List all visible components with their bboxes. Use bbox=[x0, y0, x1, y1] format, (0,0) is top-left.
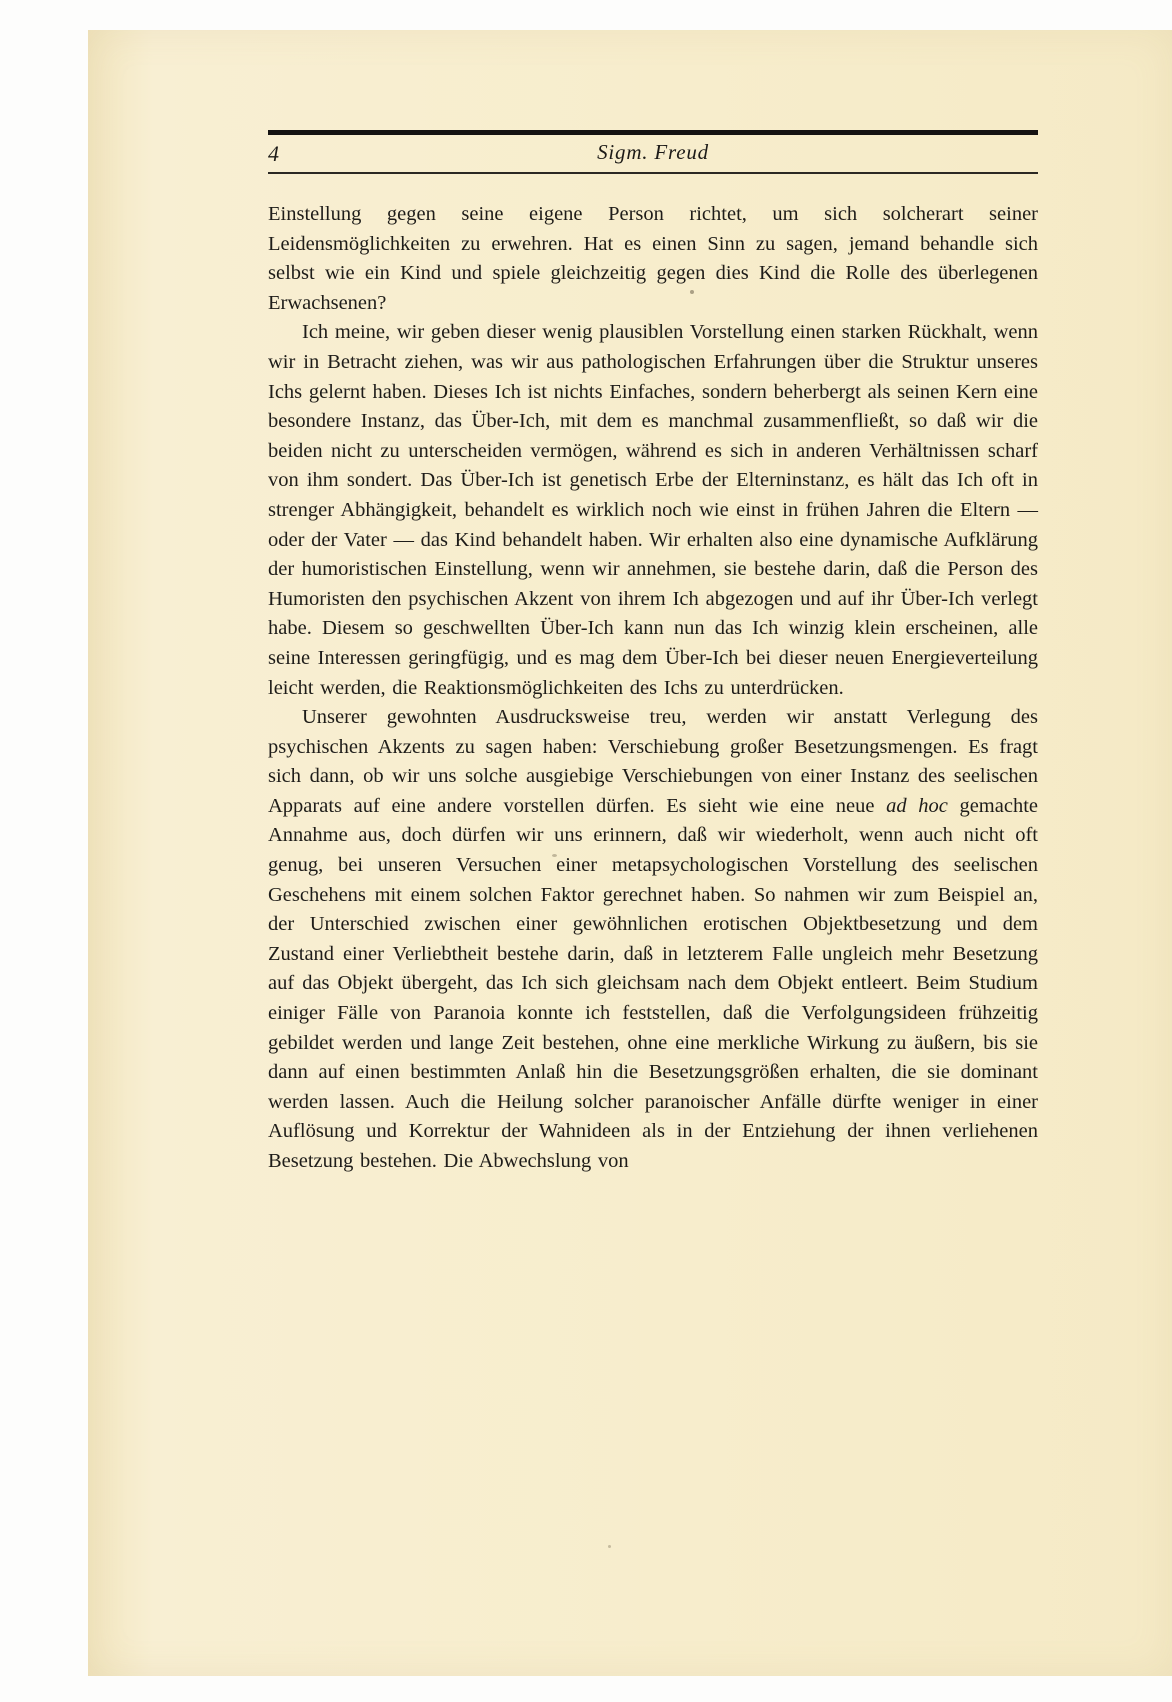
text-segment: Einstellung gegen seine eigene Person richtet, um sich solcherart seiner Leidensmöglichkeiten zu erwehren. Hat es einen Sinn zu sagen, jemand behandle sich selbst wie ein Kind und spiele gleichzeitig gegen dies Kind die Rolle des überlegenen Erwachsenen? bbox=[268, 203, 1038, 314]
header-row bbox=[268, 135, 1038, 174]
paragraph bbox=[268, 703, 1038, 1177]
scan-speck bbox=[608, 1545, 611, 1548]
paragraph bbox=[268, 200, 1038, 318]
text-block bbox=[268, 130, 1038, 1177]
text-segment: Ich meine, wir geben dieser wenig plausiblen Vorstellung einen starken Rückhalt, wenn wir in Betracht ziehen, was wir aus pathologischen Erfahrungen über die Struktur unseres Ichs gelernt haben. Dieses Ich ist nichts Einfaches, sondern beherbergt als seinen Kern eine besondere Instanz, das Über-Ich, mit dem es manchmal zusammenfließt, so daß wir die beiden nicht zu unterscheiden vermögen, während es sich in anderen Verhältnissen scharf von ihm sondert. Das Über-Ich ist genetisch Erbe der Elterninstanz, es hält das Ich oft in strenger Abhängigkeit, behandelt es wirklich noch wie einst in frühen Jahren die Eltern — oder der Vater — das Kind behandelt haben. Wir erhalten also eine dynamische Aufklärung der humoristischen Einstellung, wenn wir annehmen, sie bestehe darin, daß die Person des Humoristen den psychischen Akzent von ihrem Ich abgezogen und auf ihr Über-Ich verlegt habe. Diesem so geschwellten Über-Ich kann nun das Ich winzig klein erscheinen, alle seine Interessen geringfügig, und es mag dem Über-Ich bei dieser neuen Energieverteilung leicht werden, die Reaktionsmöglichkeiten des Ichs zu unterdrücken. bbox=[268, 321, 1038, 699]
text-segment: gemachte Annahme aus, doch dürfen wir uns erinnern, daß wir wiederholt, wenn auch nicht oft genug, bei unseren Versuchen einer metapsychologischen Vorstellung des seelischen Geschehens mit einem solchen Faktor gerechnet haben. So nahmen wir zum Beispiel an, der Unterschied zwischen einer gewöhnlichen erotischen Objektbesetzung und dem Zustand einer Verliebtheit bestehe darin, daß in letzterem Falle ungleich mehr Besetzung auf das Objekt übergeht, das Ich sich gleichsam nach dem Objekt entleert. Beim Studium einiger Fälle von Paranoia konnte ich feststellen, daß die Verfolgungsideen frühzeitig gebildet werden und lange Zeit bestehen, ohne eine merkliche Wirkung zu äußern, bis sie dann auf einen bestimmten Anlaß hin die Besetzungsgrößen erhalten, die sie dominant werden lassen. Auch die Heilung solcher paranoischer Anfälle dürfte weniger in einer Auflösung und Korrektur der Wahnideen als in der Entziehung der ihnen verliehenen Besetzung bestehen. Die Abwechslung von bbox=[268, 794, 1038, 1172]
page-number: 4 bbox=[268, 141, 279, 166]
italic-text-segment: ad hoc bbox=[886, 794, 948, 817]
page-header bbox=[268, 130, 1038, 174]
text-segment: Unserer gewohnten Ausdrucksweise treu, werden wir anstatt Verlegung des psychischen Akzents zu sagen haben: Verschiebung großer Besetzungsmengen. Es fragt sich dann, ob wir uns solche ausgiebige Verschiebungen von einer Instanz des seelischen Apparats auf eine andere vorstellen dürfen. Es sieht wie eine neue bbox=[268, 706, 1038, 817]
paragraph bbox=[268, 318, 1038, 703]
running-header-title: Sigm. Freud bbox=[597, 140, 709, 164]
body-text bbox=[268, 200, 1038, 1177]
book-page-paper bbox=[88, 30, 1172, 1676]
